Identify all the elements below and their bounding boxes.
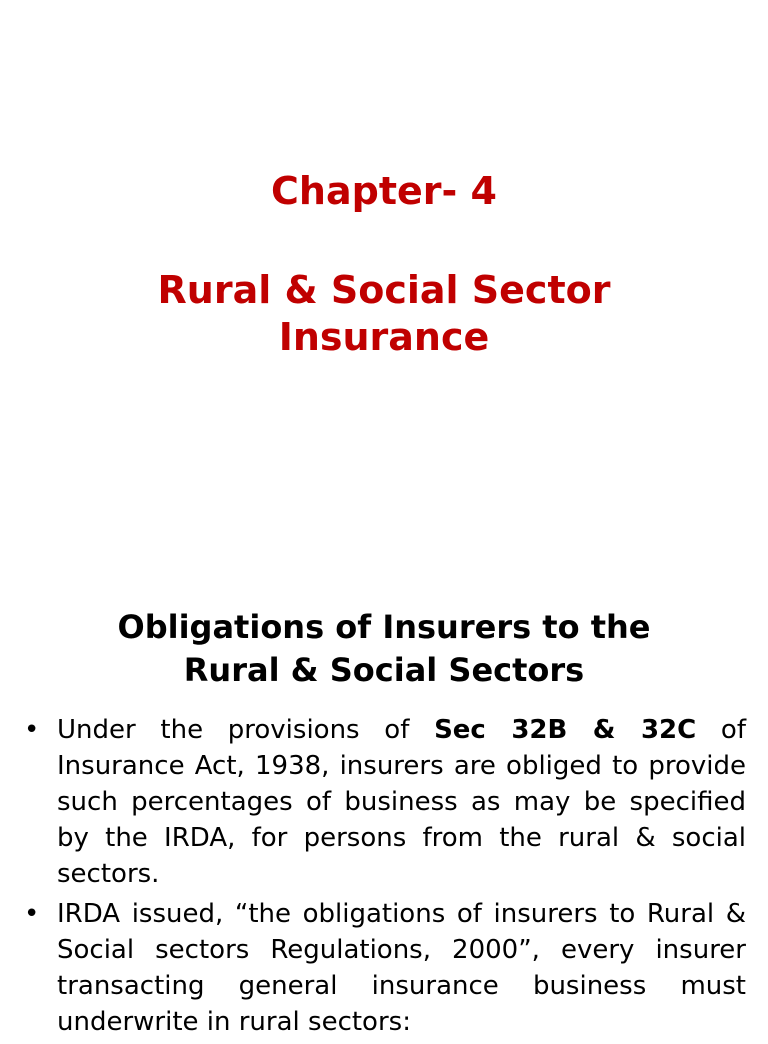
bullet-icon: • <box>24 715 40 745</box>
chapter-title: Chapter- 4 <box>271 169 497 213</box>
bullet-text-bold: Sec 32B & 32C <box>434 715 697 745</box>
heading-line-1: Obligations of Insurers to the <box>117 608 651 646</box>
content-slide <box>0 560 768 1037</box>
chapter-subtitle <box>0 267 768 361</box>
subtitle-line-2: Insurance <box>278 315 490 359</box>
bullet-text: IRDA issued, “the obligations of insurers to Rural & Social sectors Regulations, 2000”, every insurer transacting general insurance business must underwrite in rural sectors: <box>57 899 746 1037</box>
section-heading <box>0 606 768 692</box>
bullet-item <box>0 896 768 1040</box>
bullet-item <box>0 712 768 892</box>
heading-line-2: Rural & Social Sectors <box>183 651 585 689</box>
bullet-text-end: of Insurance Act, 1938, insurers are obliged to provide such percentages of business as may be specified by the IRDA, for persons from the rural & social sectors. <box>57 715 746 889</box>
subtitle-line-1: Rural & Social Sector <box>157 268 611 312</box>
bullet-icon: • <box>24 899 40 929</box>
bullet-list <box>0 712 768 1044</box>
bullet-text-start: Under the provisions of <box>57 715 435 745</box>
